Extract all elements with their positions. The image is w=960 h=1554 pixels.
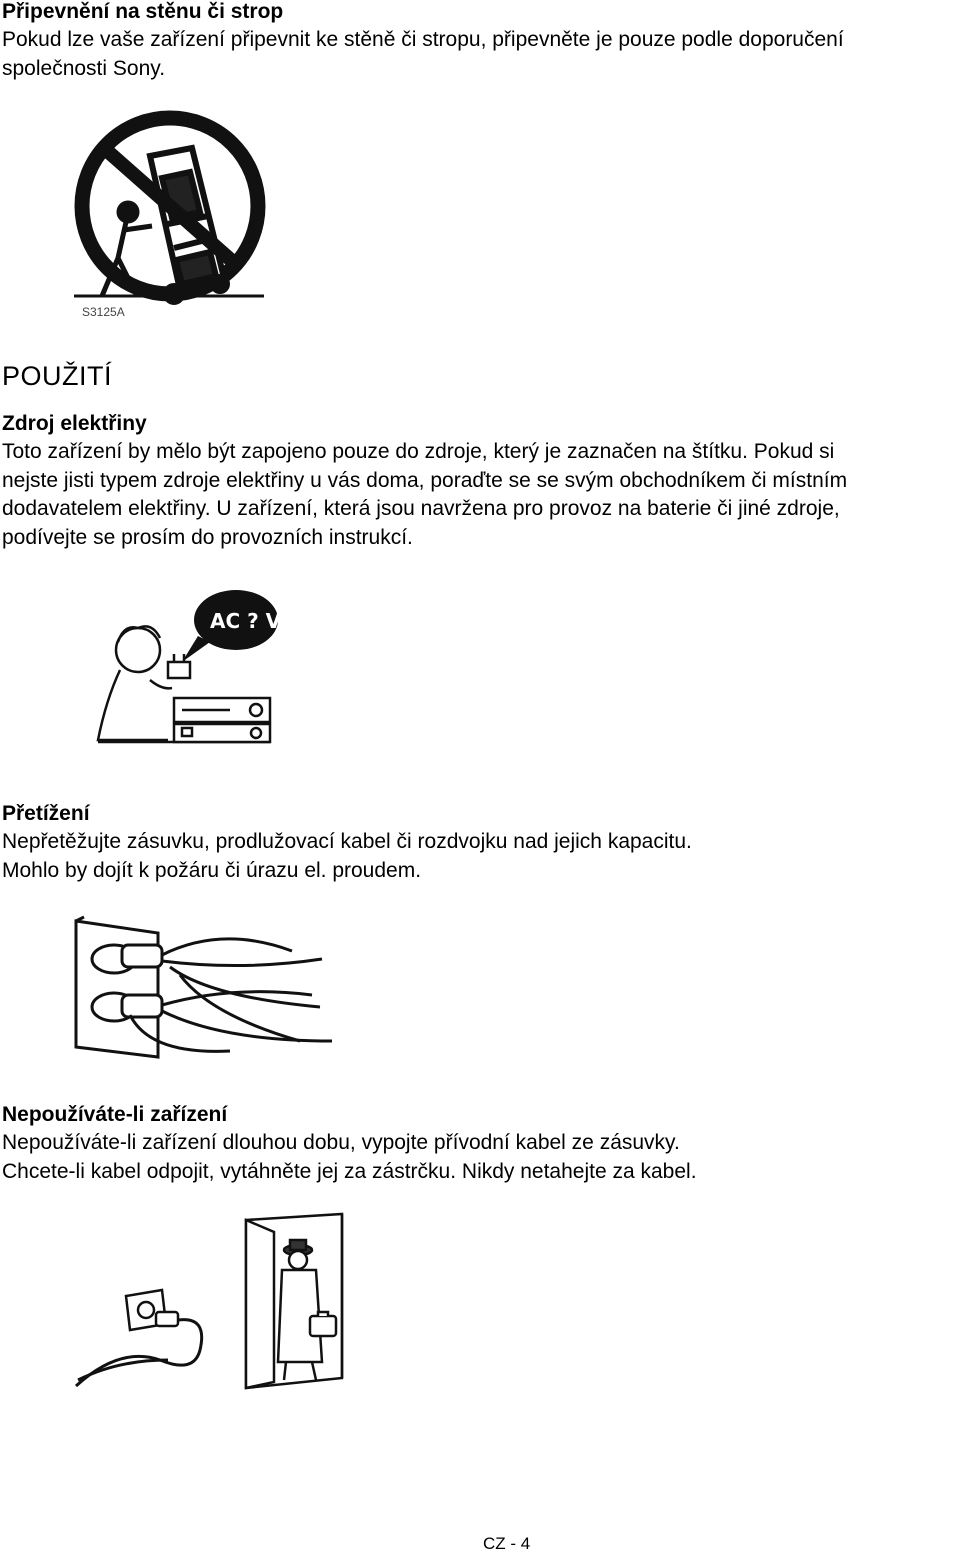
overloaded-socket-figure [70, 915, 340, 1065]
stereo-device-icon [174, 698, 270, 742]
overload-line: Mohlo by dojít k požáru či úrazu el. proudem. [2, 858, 422, 882]
power-source-line: nejste jisti typem zdroje elektřiny u vás doma, poraďte se se svým obchodníkem či místním [2, 468, 848, 492]
not-in-use-text [2, 1129, 960, 1186]
wall-mount-line: Pokud lze vaše zařízení připevnit ke stěně či stropu, připevněte je pouze podle doporučení [2, 28, 844, 51]
usage-title: POUŽITÍ [2, 361, 112, 391]
power-source-heading: Zdroj elektřiny [2, 412, 147, 435]
power-source-line: Toto zařízení by mělo být zapojeno pouze do zdroje, který je zaznačen na štítku. Pokud si [2, 440, 835, 463]
overload-text [2, 828, 960, 885]
overload-line: Nepřetěžujte zásuvku, prodlužovací kabel či rozdvojku nad jejich kapacitu. [2, 830, 692, 853]
power-source-line: podívejte se prosím do provozních instrukcí. [2, 525, 413, 549]
suitcase-icon [310, 1312, 336, 1336]
power-source-line: dodavatelem elektřiny. U zařízení, která jsou navržena pro provoz na baterie či jiné zdroje, [2, 497, 840, 520]
power-source-text [2, 438, 960, 552]
wall-mount-line: společnosti Sony. [2, 56, 166, 80]
overload-heading: Přetížení [2, 802, 90, 825]
not-in-use-heading: Nepoužíváte-li zařízení [2, 1103, 228, 1126]
not-in-use-line: Nepoužíváte-li zařízení dlouhou dobu, vypojte přívodní kabel ze zásuvky. [2, 1131, 680, 1154]
not-in-use-line: Chcete-li kabel odpojit, vytáhněte jej za zástrčku. Nikdy netahejte za kabel. [2, 1159, 697, 1183]
cart-warning-figure [64, 108, 274, 328]
wall-mount-text [2, 26, 960, 83]
bubble-text: AC ? V [210, 609, 282, 633]
page-number: CZ - 4 [483, 1534, 531, 1553]
power-source-figure [70, 580, 285, 760]
plug-icon [156, 1312, 178, 1326]
figure-code: S3125A [82, 305, 125, 319]
wall-plate-icon [76, 917, 158, 1057]
unplug-figure [70, 1212, 370, 1392]
wall-mount-heading: Připevnění na stěnu či strop [2, 0, 284, 23]
thought-bubble-icon [182, 590, 282, 662]
